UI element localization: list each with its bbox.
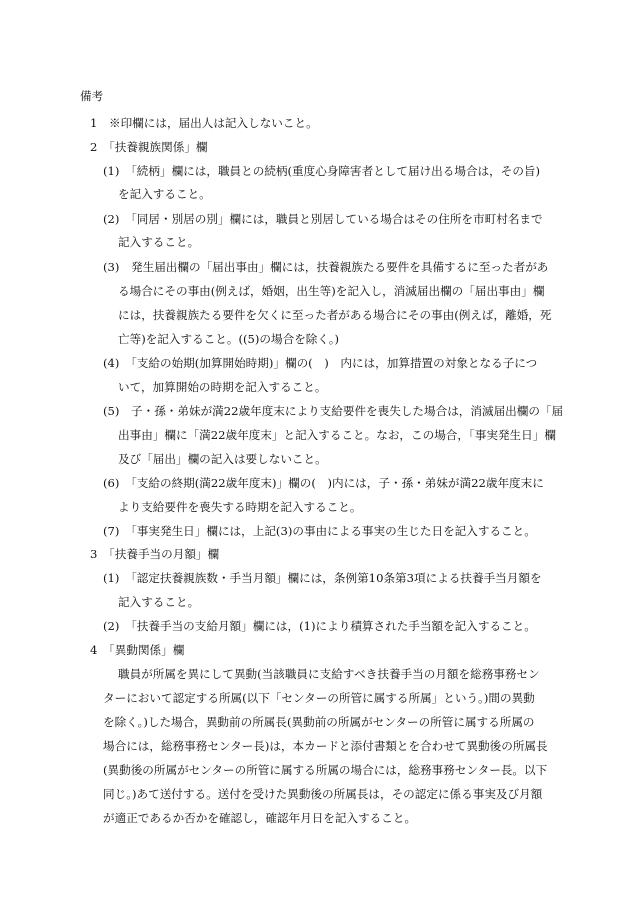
- note-2-6-line-1: (6) 「支給の終期(満22歳年度末)」欄の( )内には，子・孫・弟妹が満22歳年度末に: [103, 476, 544, 490]
- note-4-line-6: 同じ。)あて送付する。送付を受けた異動後の所属長は，その認定に係る事実及び月額: [103, 787, 543, 801]
- note-4-line-4: 場合には，総務事務センター長)は，本カードと添付書類とを合わせて異動後の所属長: [103, 739, 548, 753]
- note-2-4-line-2: いて，加算開始の時期を記入すること。: [118, 380, 327, 394]
- note-2-3-line-3: には，扶養親族たる要件を欠くに至った者がある場合にその事由(例えば，離婚，死: [118, 308, 552, 322]
- note-2-6-line-2: より支給要件を喪失する時期を記入すること。: [118, 500, 362, 514]
- note-2-5-line-3: 及び「届出」欄の記入は要しないこと。: [118, 452, 327, 466]
- note-4-line-5: (異動後の所属がセンターの所管に属する所属の場合には，総務事務センター長。以下: [103, 763, 548, 777]
- note-2-3-line-1: (3) 発生届出欄の「届出事由」欄には，扶養親族たる要件を具備するに至った者があ: [103, 260, 549, 274]
- note-2-7: (7) 「事実発生日」欄には，上記(3)の事由による事実の生じた日を記入すること。: [103, 524, 536, 538]
- section-heading: 備考: [80, 89, 104, 103]
- note-4-line-2: ターにおいて認定する所属(以下「センターの所管に属する所属」という。)間の異動: [103, 691, 535, 705]
- note-4-line-7: が適正であるか否かを確認し，確認年月日を記入すること。: [103, 811, 417, 825]
- note-2-4-line-1: (4) 「支給の始期(加算開始時期)」欄の( ) 内には，加算措置の対象となる子につ: [103, 356, 538, 370]
- note-3-title: 3 「扶養手当の月額」欄: [90, 547, 220, 561]
- note-2-2-line-1: (2) 「同居・別居の別」欄には，職員と別居している場合はその住所を市町村名まで: [103, 212, 543, 226]
- note-1: 1 ※印欄には，届出人は記入しないこと。: [90, 116, 318, 130]
- note-4-line-3: を除く。)した場合，異動前の所属長(異動前の所属がセンターの所管に属する所属の: [103, 715, 535, 729]
- note-2-3-line-4: 亡等)を記入すること。((5)の場合を除く。): [118, 332, 340, 346]
- note-3-1-line-2: 記入すること。: [118, 595, 200, 609]
- note-4-line-1: 職員が所属を異にして異動(当該職員に支給すべき扶養手当の月額を総務事務セン: [118, 667, 540, 681]
- note-2-5-line-1: (5) 子・孫・弟妹が満22歳年度末により支給要件を喪失した場合は，消滅届出欄の「届: [103, 404, 564, 418]
- note-3-1-line-1: (1) 「認定扶養親族数・手当月額」欄には，条例第10条第3項による扶養手当月額を: [103, 571, 542, 585]
- note-2-title: 2 「扶養親族関係」欄: [90, 140, 208, 154]
- note-2-3-line-2: る場合にその事由(例えば，婚姻，出生等)を記入し，消滅届出欄の「届出事由」欄: [118, 284, 545, 298]
- note-2-1-line-2: を記入すること。: [118, 187, 211, 201]
- note-2-2-line-2: 記入すること。: [118, 235, 200, 249]
- note-3-2: (2) 「扶養手当の支給月額」欄には，(1)により積算された手当額を記入すること。: [103, 619, 536, 633]
- note-4-title: 4 「異動関係」欄: [90, 643, 185, 657]
- note-2-5-line-2: 出事由」欄に「満22歳年度末」と記入すること。なお，この場合，「事実発生日」欄: [118, 428, 556, 442]
- note-2-1-line-1: (1) 「続柄」欄には，職員との続柄(重度心身障害者として届け出る場合は，その旨): [103, 164, 541, 178]
